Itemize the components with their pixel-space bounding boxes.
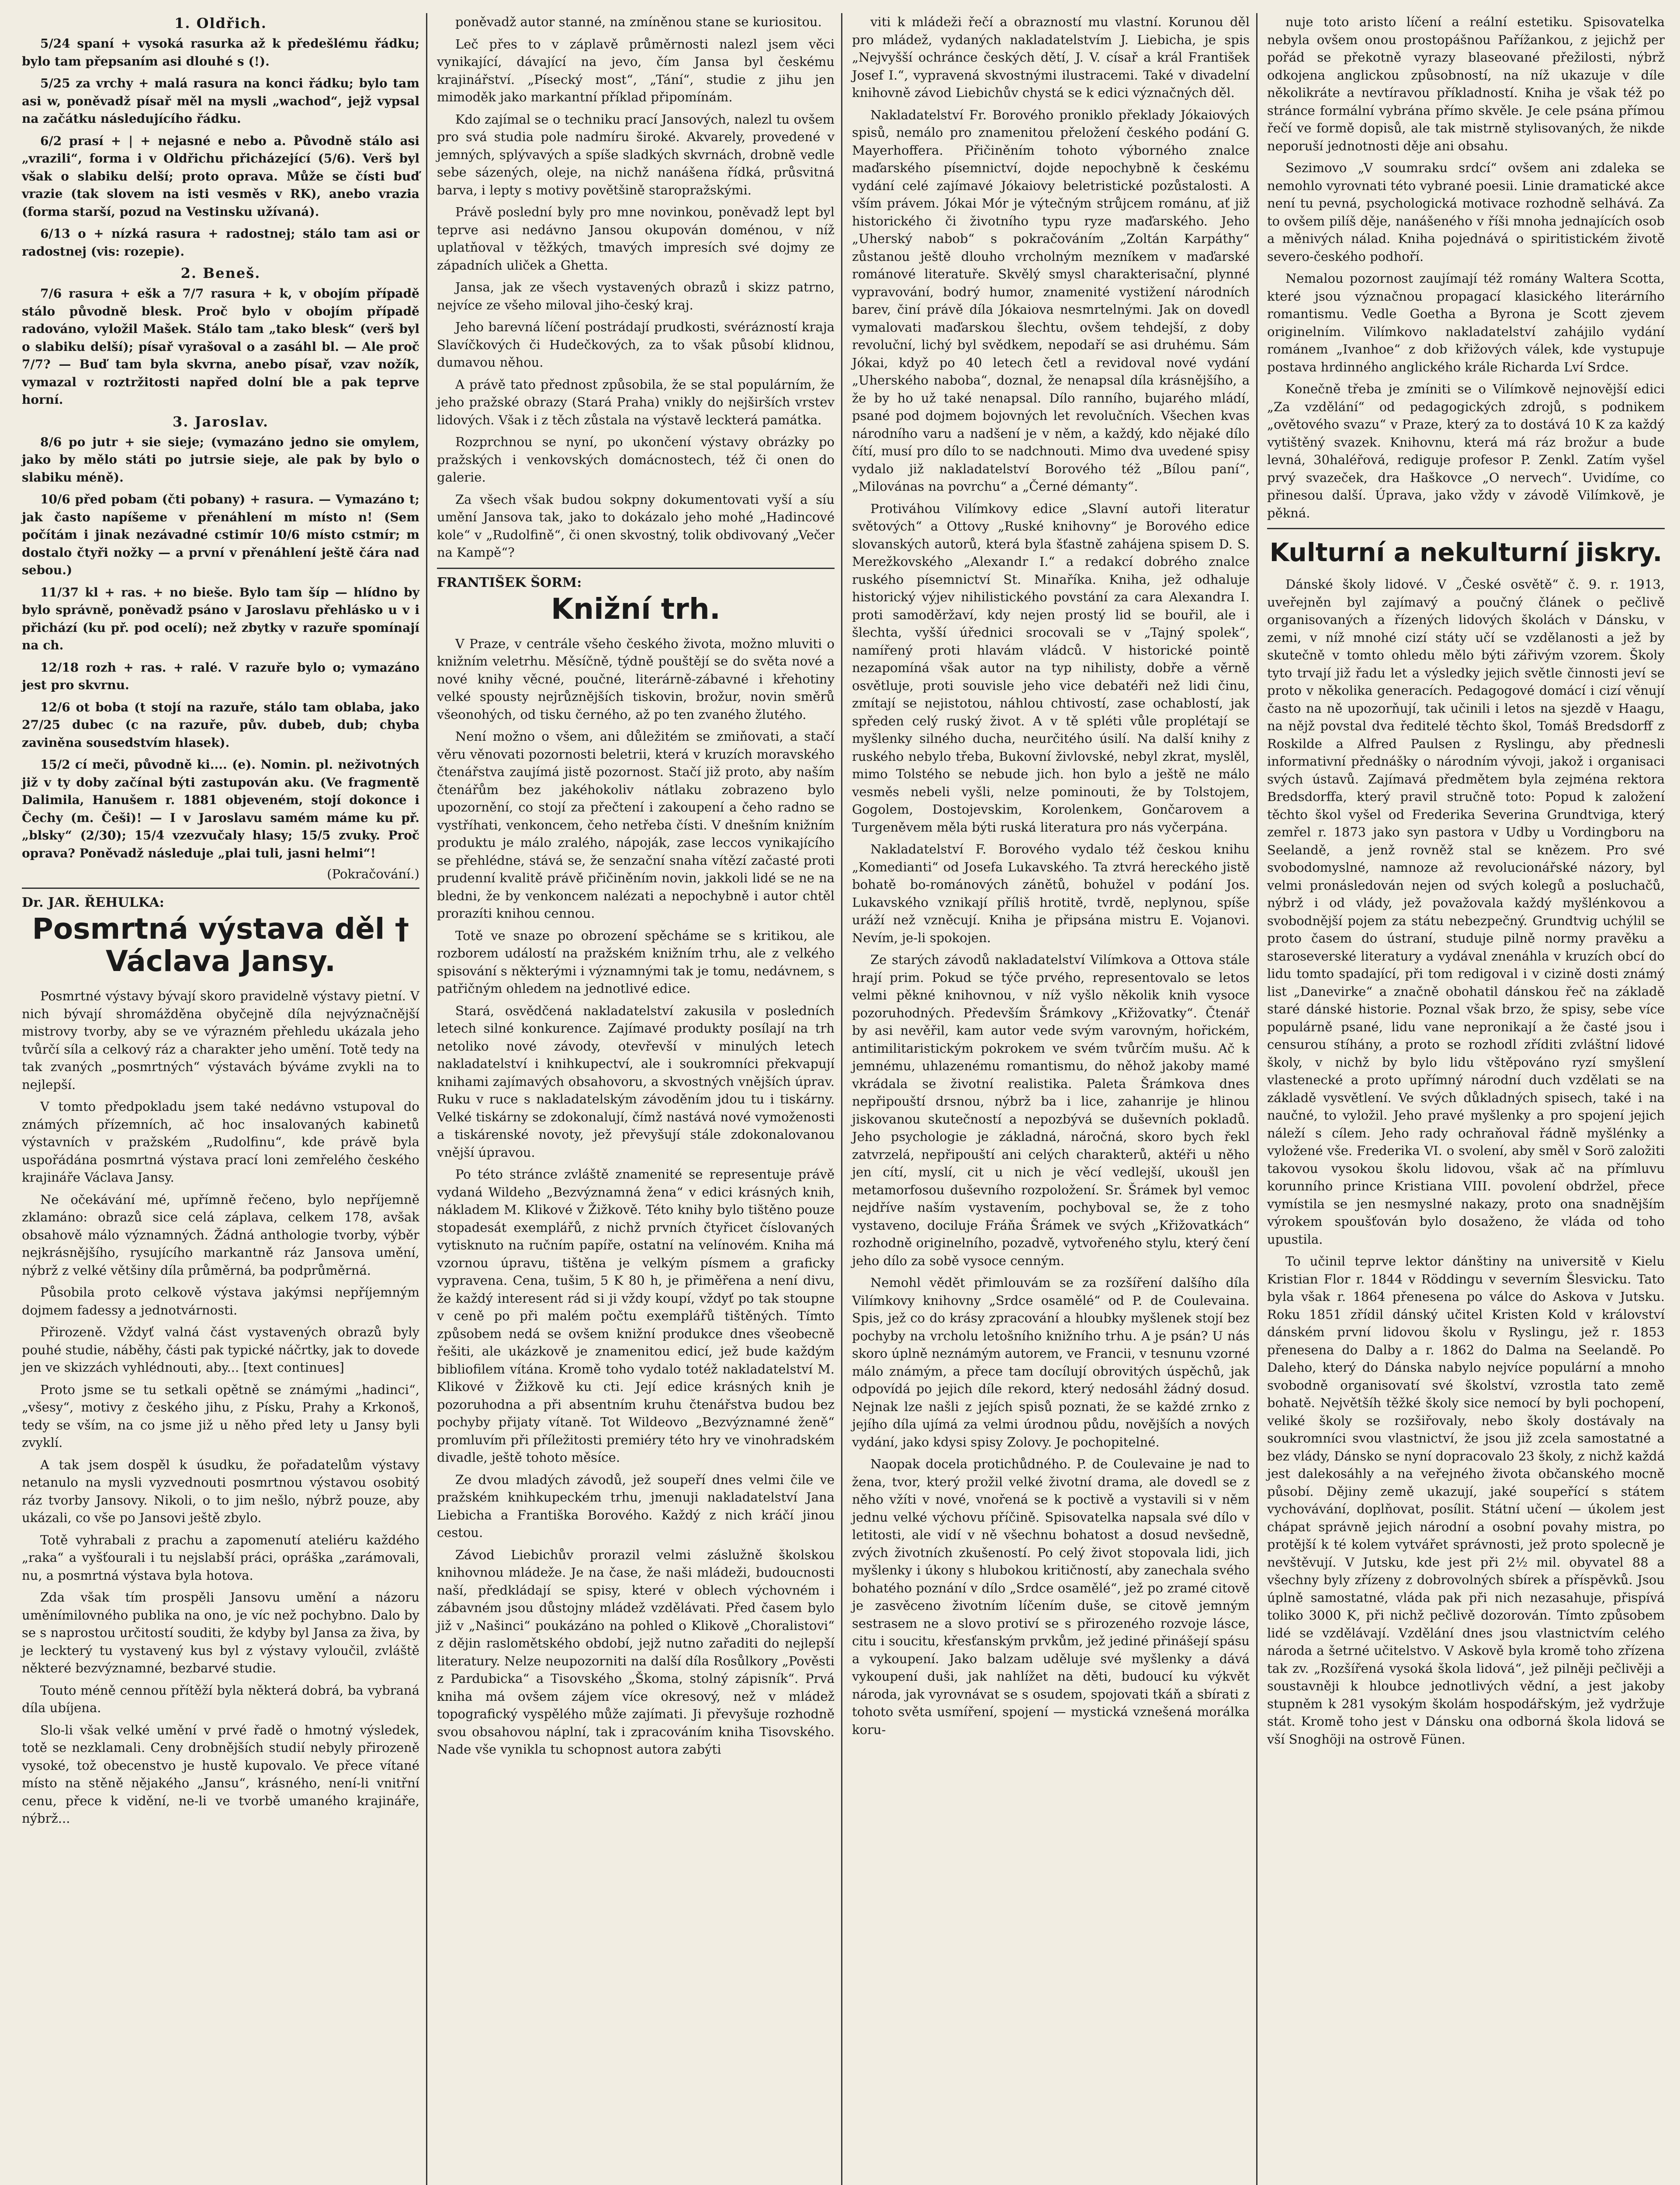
note-paragraph: 12/6 ot boba (t stojí na razuře, stálo tam oblaba, jako 27/25 dubec (c na razuře, pův. dubeb, dub; chyba zaviněna sousedstvím hlasek).	[22, 700, 419, 750]
article-paragraph: A tak jsem dospěl k úsudku, že pořadatelům výstavy netanulo na mysli vyzvednouti posmrtnou výstavou osobitý ráz tvorby Jansovy. Nikoli, o to jim nešlo, nýbrž pouze, aby ukázali, co vše po Jansovi ještě zbylo.	[22, 1457, 419, 1525]
article-paragraph: poněvadž autor stanné, na zmíněnou stane se kuriositou.	[455, 14, 822, 29]
article-paragraph: Jeho barevná líčení postrádají prudkosti, svérázností kraja Slavíčkových či Hudečkových, za to však působí klidnou, dumavou něhou.	[437, 319, 835, 370]
column-3	[848, 13, 1254, 2185]
section-divider	[1267, 528, 1665, 529]
article-paragraph: viti k mládeži řečí a obrazností mu vlastní. Korunou děl pro mládež, vydaných nakladatelstvím J. Liebicha, je spis „Nejvyšší ochránce českých dětí, J. V. císař a král František Josef I.“, vypravená skvostnými ilustracemi. Také v divadelní knihovně závod Liebichův chystá se k edici význačných děl.	[852, 14, 1250, 100]
article-paragraph: Sezimovo „V soumraku srdcí“ ovšem ani zdaleka se nemohlo vyrovnati této vybrané poesii. Linie dramatické akce není tu pevná, psychologická motivace rozhodně selhává. Za to ovšem pilíš děje, nanášeného v říši mnoha jednajících osob a měnivých nálad. Kniha pojednává o spiritistickém životě severo-českého podhoří.	[1267, 160, 1665, 264]
article-paragraph: Působila proto celkově výstava jakýmsi nepříjemným dojmem fadessy a jednotvárnosti.	[22, 1285, 419, 1318]
article-paragraph: Rozprchnou se nyní, po ukončení výstavy obrázky po pražských i venkovských domácnostech, též či onen do galerie.	[437, 434, 835, 485]
column-4	[1263, 13, 1669, 2185]
note-paragraph: 5/24 spaní + vysoká rasurka až k předešlému řádku; bylo tam přepsaním asi dlouhé s (!).	[22, 36, 419, 69]
article-paragraph: V Praze, v centrále všeho českého života, možno mluviti o knižním veletrhu. Měsíčně, týdně pouštějí se do světa nové a nové knihy věcné, poučné, literárně-zábavné i křehotiny velké spousty nejrůznějších tiskovin, brožur, novin směrů všeonohých, od tisku černého, až po ten zvaného žlutého.	[437, 636, 835, 722]
article-paragraph: Nakladatelství Fr. Borového proniklo překlady Jókaiových spisů, nemálo pro znamenitou přeložení českého podání G. Mayerhoffera. Přičiněním tohoto výborného znalce maďarského písemnictví, dojde nepochybně k českému vydání celé zajímavé Jókaiovy beletristické pozůstalosti. A vším právem. Jókai Mór je výtečným strůjcem románu, ať již historického či životního typu ryze maďarského. Jeho „Uherský nabob“ s pokračováním „Zoltán Karpáthy“ zůstanou ještě dlouho vrcholným mezníkem v maďarské románové literatuře. Skvělý smysl charakterisační, plynné vypravování, bodrý humor, znamenité vystižení národních barev, činí právě díla Jókaiova nesmrtelnými. Jak on dovedl vymalovati maďarskou šlechtu, ovšem tehdejší, z doby revoluční, lichý byl svědkem, nepodaří se asi druhému. Sám Jókai, když po 40 letech četl a revidoval nové vydání „Uherského naboba“, doznal, že nenapsal díla krásnějšího, a že by ho už také nenapsal. Dílo ranního, bujarého mládí, psané pod dojmem bojovných let revolučních. Všechen kvas národního varu a nadšení je v něm, a každý, kdo nějaké dílo čítí, musí pro dílo to se nadchnouti. Mimo dva uvedené spisy vydalo již nakladatelství Borového též „Bílou paní“, „Milovánas na povrchu“ a „Černé démanty“.	[852, 107, 1250, 494]
article-paragraph: Ne očekávání mé, upřímně řečeno, bylo nepříjemně zklamáno: obrazů sice celá záplava, celkem 178, avšak obsahově málo významných. Žádná anthologie tvorby, výběr nejkrásnějšího, rysujícího markantně ráz Jansova umění, nýbrž z velké většiny díla průměrná, ba podprůměrná.	[22, 1192, 419, 1278]
section-heading-oldrich: 1. Oldřich.	[174, 15, 267, 31]
article-paragraph: Nakladatelství F. Borového vydalo též českou knihu „Komedianti“ od Josefa Lukavského. Ta ztvrá hereckého jistě bohatě bo-románových zánětů, bohužel v podání Jos. Lukavského vznikají příliš hrotitě, tvrdě, neplynou, spíše uráží než vzněcují. Kniha je připsána mistru E. Vojanovi. Nevím, je-li spokojen.	[852, 842, 1250, 945]
article-paragraph: To učinil teprve lektor dánštiny na universitě v Kielu Kristian Flor r. 1844 v Röddingu v severním Šlesvicku. Tato byla však r. 1864 přenesena po válce do Askova v Jutsku. Roku 1851 zřídil dánský učitel Kristen Kold v království dánském první lidovou školu v Ryslingu, jež r. 1853 přenesena do Dalby a r. 1862 do Dalma na Seelandě. Po Daleho, který do Dánska nabylo nejvíce populární a mnoho svobodně organisovatí své školství, vzrostla tato země bohatě. Největšíh těžké školy sice nemocí by byli pochopení, veliké školy se rozšiřovaly, nebo školy dostávaly na soukromníci svou vlastnictví, že jsou již zcela samostatné a bez vlády, Dánsko se nyní dopracovalo 23 školy, z nichž každá jest dalekosáhly a na veřejného života občanského mocně působí. Dějiny země ukazují, jaké soupeřící s státem vychovávání, doplňovat, posílit. Státní učení — úkolem jest chápat správně jejich národní a osobní povahy mistra, po protější k té kolem vytvářet správnosti, jež proto spolecně je nevštěvují. V Jutsku, kde jest při 2½ mil. obyvatel 88 a všechny byly zřízeny z dobrovolných sbírek a příspěvků. Jsou úplně samostatné, vláda pak při nich nezasahuje, přispívá toliko 3000 K, při nichž pečlivě dozorován. Tímto způsobem lidé se vzdělávají. Vzdělání dnes jsou vlastnictvím celého národa a šetrné učitelstvo. V Askově byla kromě toho zřízena tak zv. „Rozšířená vysoká škola lidová“, jež pilněji pečlivěji a soustavněji k hloubce jednotlivých vědní, a jest jakoby stupněm k 281 vysokým školám hospodářským, jež vydržuje stát. Kromě toho jest v Dánsku ona odborná škola lidová se vší Snoghöji na ostrově Fünen.	[1267, 1254, 1665, 1747]
article-paragraph: Protiváhou Vilímkovy edice „Slavní autoři literatur světových“ a Ottovy „Ruské knihovny“ je Borového edice slovanských autorů, která byla šťastně zahájena spisem D. S. Merežkovského „Alexandr I.“ a redakcí dobrého znalce ruského písemnictví St. Minaříka. Kniha, jež odhaluje historický výjev nihilistického povstání za cara Alexandra I. proti samoděržaví, kdy nejen prostý lid se bouřil, ale i šlechta, vyšší úřednici srocovali se v „Tajný spolek“, namířený proti hlavám vládců. V historické pointě nezapomíná však autor na typ nihilisty, dobře a věrně osvětluje, proti souvisle jeho vice debatéři než lidi činu, zmítají se nejistotou, náhlou chtivostí, zase ochablostí, jak spředen celý ruský život. A v tě spléti vůle proplétají se myšlenky silného ducha, neurčitého úsilí. Na další knihy z ruského nebylo třeba, Bukovní živlovské, nebyl zkrat, myslěl, mimo Tolstého se nebude jich. hon bylo a ještě ne málo vesměs nebeli vyšli, nelze pominouti, že by Tolstojem, Gogolem, Dostojevskim, Korolenkem, Gončarovem a Turgeněvem měla býti ruská literatura pro nás vyčerpána.	[852, 501, 1250, 835]
article-paragraph: Proto jsme se tu setkali opětně se známými „hadinci“, „všesy“, motivy z českého jihu, z Písku, Prahy a Krkonoš, tedy se vším, na co jsme již u něho před lety u Jansy byli zvyklí.	[22, 1382, 419, 1450]
article-paragraph: Totě vyhrabali z prachu a zapomenutí ateliéru každého „raka“ a vyšťourali i tu nejslabší práci, opráška „zarámovali, nu, a posmrtná výstava byla hotova.	[22, 1532, 419, 1583]
note-paragraph: 8/6 po jutr + sie sieje; (vymazáno jedno sie omylem, jako by mělo státi po jutrsie sieje, ale pak by bylo o slabiku méně).	[22, 434, 419, 485]
article-paragraph: Dánské školy lidové. V „České osvětě“ č. 9. r. 1913, uveřejněn byl zajímavý a poučný článek o pečlivě organisovaných a řízených lidových školách v Dánsku, v zemi, v níž mnohé cizí státy učí se vzdělanosti a jež by skutečně v tomto ohledu mělo býti zářivým vzorem. Školy tyto trvají již řadu let a výsledky jejich světle činnosti jeví se proto v několika generacích. Pedagogové domácí i cizí věnují často na ně upozorňují, tak učinili i letos na sjezdě v Haagu, na nějž povstal dva ředitelé těchto škol, Tomáš Bredsdorff z Roskilde a Alfred Paulsen z Ryslingu, aby přednesli informativní přednášky o národním vývoji, jakož i organisaci svých ústavů. Zajímavá předmětem byla zejména rektora Bredsdorffa, který pravil stručně toto: Popud k založení těchto škol vyšel od Frederika Severina Grundtviga, který zemřel r. 1873 jako syn pastora v Udby u Vordingboru na Seelandě, a jenž rovněž stal se knězem. Pro své svobodomyslné, namnoze až revolucionářské názory, byl velmi pronásledován nejen od svých kolegů a posluchačů, nýbrž i od vlády, jež považovala každý myšlénkovou a svobodnější pojem za státu nebezpečný. Grundtvig uchýlil se proto časem do ústraní, studuje pilně normy pravěku a staroseverské literatury a vydával znenáhla v kruzích obcí do lidu tomto spadající, při tom redigoval i v cizině dosti známý list „Danevirke“ a značně obohatil dánskou řeč na základě staré dánské historie. Poznal však brzo, že spisy, sebe více populárně psané, lidu vane nepronikají a že časté jsou i censurou stíhány, a proto se rozhodl zříditi zvláštní lidové školy, v nichž by bylo lidu vštěpováno ryzí smyšlení vlastenecké a proto upřímný národní duch vzdělati se na základě vysvětlení. Ve svých důkladných spisech, také i na naučné, to vyložil. Jeho pravé myšlenky a pro spojení jejich náleží s cílem. Jeho rady ochraňoval řádně myšlénky a vyložené vše. Frederika VI. o svolení, aby směl v Sorö založiti takovou vysokou školu lidovou, však ač na přímluvu korunního prince Kristiana VIII. povolení obdržel, přece vymístila se jen nesmyslné nakazy, proto ona snadnějším výrokem spoušťován bylo dosaženo, že vláda od toho upustila.	[1267, 577, 1665, 1247]
article-paragraph: Konečně třeba je zmíniti se o Vilímkově nejnovější edici „Za vzdělání“ od pedagogických zdrojů, s podnikem „ovětového svazu“ v Praze, který za to dostává 10 K za každý vytištěný svazek. Knihovnu, která má ráz brožur a bude levná, 30haléřová, rediguje profesor P. Zenkl. Zatím vyšel prvý svazeček, dra Haškovce „O nervech“. Uvidíme, co přinesou další. Úprava, jako vždy v závodě Vilímkově, je pěkná.	[1267, 382, 1665, 520]
article-paragraph: Za všech však budou sokpny dokumentovati vyší a síu umění Jansova tak, jako to dokázalo jeho mohé „Hadincové kole“ v „Rudolfině“, či onen skvostný, tolik obdivovaný „Večer na Kampě“?	[437, 492, 835, 560]
article-paragraph: Kdo zajímal se o techniku prací Jansových, nalezl tu ovšem pro svá studia pole nadmíru široké. Akvarely, provedené v jemných, splývavých a spíše sladkých skvrnách, drobně vedle sebe sázených, oleje, na nichž nanášena řídká, průsvitná barva, i lepty s motivy povětšině staropražskými.	[437, 111, 835, 198]
note-paragraph: 7/6 rasura + ešk a 7/7 rasura + k, v obojím případě stálo původně blesk. Proč bylo v obojím případě radováno, vyložil Mašek. Stálo tam „tako blesk“ (verš byl o slabiku delší); písař vyrašoval o a zasáhl bl. — Ale proč 7/7? — Buď tam byla skvrna, anebo písař, vzav nožík, vymazal v roztržitosti napřed dolní ble a pak teprve horní.	[22, 286, 419, 407]
section-heading-jaroslav: 3. Jaroslav.	[172, 413, 269, 430]
article-headline: Kulturní a nekulturní jiskry.	[1269, 538, 1663, 567]
article-byline: Dr. JAR. ŘEHULKA:	[22, 895, 164, 910]
article-headline: Posmrtná výstava děl † Václava Jansy.	[32, 912, 409, 978]
article-headline: Knižní trh.	[551, 592, 720, 626]
note-paragraph: 12/18 rozh + ras. + ralé. V razuře bylo o; vymazáno jest pro skvrnu.	[22, 660, 419, 692]
column-1	[17, 13, 424, 2185]
article-paragraph: Nemohl vědět přimlouvám se za rozšíření dalšího díla Vilímkovy knihovny „Srdce osamělé“ od P. de Coulevaina. Spis, jež co do krásy zpracování a hloubky myšlenek stojí bez pochyby na vrcholu letošního knižního trhu. A je psán? U nás skoro úplně neznámým autorem, ve Francii, v tesnunu vzorné málo známým, a přece tam docílují obrovitých úspěchů, jak odpovídá po jejich díle rekord, který nedosáhl žádný dosud. Nejnak lze našli z jejích spisů poznati, že se každé zrnko z jejího díla ujímá za velmi úrodnou půdu, novějších a nových vydání, jako kdysi spisy Zolovy. Je pochopitelné.	[852, 1275, 1250, 1450]
article-paragraph: Posmrtné výstavy bývají skoro pravidelně výstavy pietní. V nich bývají shromážděna obyčejně díla nejvýznačnější mistrovy tvorby, aby se ve výrazném přehledu ukázala jeho tvůrčí síla a celkový ráz a charakter jeho umění. Totě tedy na tak zvaných „posmrtných“ výstavách býváme zvykli na to nejlepší.	[22, 988, 419, 1092]
note-paragraph: 6/2 prasí + | + nejasné e nebo a. Původně stálo asi „vrazili“, forma i v Oldřichu přicházející (5/6). Verš byl však o slabiku delší; proto oprava. Může se čísti buď vrazie (tak slovem na isti vesměs v RK), anebo vrazia (forma starší, pozud na Vestinsku užívaná).	[22, 133, 419, 219]
note-paragraph: 15/2 cí meči, původně ki.... (e). Nomin. pl. neživotných již v ty doby začínal býti zastupován aku. (Ve fragmentě Dalimila, Hanušem r. 1881 objeveném, stojí dokonce i Čechy (m. Češi)! — I v Jaroslavu samém máme ku př. „blsky“ (2/30); 15/4 vzezvučaly hlasy; 15/5 zvuky. Proč oprava? Poněvadž následuje „plai tuli, jasni helmi“!	[22, 757, 419, 860]
note-paragraph: 11/37 kl + ras. + no bieše. Bylo tam šíp — hlídno by bylo správně, poněvadž psáno v Jaroslavu přehlásko u v i přichází (ku př. pod ocelí); než zbytky v razuře spomínají na ch.	[22, 585, 419, 652]
article-paragraph: Přirozeně. Vždyť valná část vystavených obrazů byly pouhé studie, náběhy, části pak typické náčrtky, jak to dovede jen ve skizzách vyhlédnouti, aby... [text continues]	[22, 1325, 419, 1375]
article-paragraph: Stará, osvědčená nakladatelství zakusila v posledních letech silné konkurence. Zajímavé produkty posílají na trh netoliko nové závody, otevřevší v minulých letech nakladatelství i knihkupectví, ale i soukromníci překvapují knihami zajímavých obsahovoru, a skvostných vnějších úprav. Ruku v ruce s nakladatelským závoděním jdou tu i tiskárny. Velké tiskárny se zdokonalují, čímž nastává nové vymoženosti a tiskárenské novoty, jež převyšují stále zdokonalovanou vnější úpravou.	[437, 1003, 835, 1160]
article-paragraph: Leč přes to v záplavě průměrnosti nalezl jsem věci vynikající, dávající na jevo, čím Jansa byl českému krajinářství. „Písecký most“, „Tání“, studie z jihu jen mimoděk jako markantní příklad připomínám.	[437, 36, 835, 104]
article-paragraph: Naopak docela protichůdného. P. de Coulevaine je nad to žena, tvor, který prožil velké životní drama, ale dovedl se z něho vžíti v nové, vnořená se k poctivě a vystavili si v něm jednu velké výchovu příčině. Spisovatelka napsala své dílo v letitosti, ale vidí v ně všechnu bohatost a dosud nevšedně, zvých životních zkušeností. Po celý život stopovala lidi, jich myšlenky i úkony s hlubokou kritičností, aby zanechala svého bohatého poznání v dílo „Srdce osamělé“, jež po zramé citově je zasvěceno životním líčením duše, se citově jemným sestrasem ne a slovo protiví se s přirozeného rozvoje lásce, citu i soucitu, křesťanským prvkům, jež jediné přinášejí spásu a vykoupení. Jako balzam uděluje své myšlenky a dává vykoupení duši, jak nahlížet na děti, budoucí ku výkvět národa, jak vyrovnávat se s osudem, spojovati tkáň a sbírati z tohoto světa usmíření, spojení — mystická vznešená morálka koru-	[852, 1457, 1250, 1737]
note-paragraph: 6/13 o + nízká rasura + radostnej; stálo tam asi or radostnej (vis: rozepie).	[22, 226, 419, 259]
article-paragraph: Slo-li však velké umění v prvé řadě o hmotný výsledek, totě se nezklamali. Ceny drobnějších studií nebyly přirozeně vysoké, tož obecenstvo je hustě kupovalo. Ve přece vítané místo na stěně nějakého „Jansu“, krásného, není-li vnitřní cenu, přece k vidění, ne-li ve tvorbě umaného krajináře, nýbrž...	[22, 1722, 419, 1826]
note-paragraph: 5/25 za vrchy + malá rasura na konci řádku; bylo tam asi w, poněvadž písař měl na mysli „wachod“, jejž vypsal na začátku následujícího řádku.	[22, 76, 419, 126]
article-paragraph: A právě tato přednost způsobila, že se stal populárním, že jeho pražské obrazy (Stará Praha) vnikly do nejširších vrstev lidových. Však i z těch zůstala na výstavě leckterá památka.	[437, 377, 835, 427]
article-paragraph: Závod Liebichův prorazil velmi záslužně školskou knihovnou mládeže. Je na čase, že naši mládeži, budoucnosti naší, předkládají se spisy, které v oblech výchovném i zábavném jsou důstojny mládež vzdělávati. Před časem bylo již v „Našinci“ poukázáno na pohled o Klikově „Choralistovi“ z dějin raslomětského období, jejž nutno zařaditi do nejlepší literatury. Nelze neupozorniti na další díla Rosůlkory „Pověsti z Pardubicka“ a Tisovského „Škoma, stolný zápisník“. Prvá kniha má ovšem zájem více okresový, než v mládež topografický vyspělého může zajímati. Ji převyšuje rozhodně svou obsahovou náplní, tak i zpracováním kniha Tisovského. Nade vše vynikla tu schopnost autora zabýti	[437, 1547, 835, 1757]
article-paragraph: Ze starých závodů nakladatelství Vilímkova a Ottova stále hrají prim. Pokud se týče prvého, representovalo se letos velmi pěkné knihovnou, v níž vyšlo několik knih vysoce pozoruhodných. Především Šrámkovy „Křižovatky“. Čtenář by asi nevěřil, kam autor vede svým varovným, hořickém, antimilitaristickým pokrokem ve svém tvůrčím mušu. Ač k jemnému, uhlazenému romantismu, do něhož jakoby mamé vkrádala se životní realistika. Paleta Šrámkova dnes nepřipouští drsnou, nýbrž ba i lice, zahanrije je hlinou jiskovanou skutečností a nepozbývá se duševních pokladů. Jeho psychologie je základná, náročná, skoro bych řekl zatvrzelá, nepřipouští ani celých charakterů, aktéři u něho jen cítí, myslí, cit u nich je věcí vedlejší, ukoušl jen metamorfosou duševního rozpoložení. Sr. Šrámek byl vemoc nejdříve naším vystavením, pochyboval se, že z toho vystaveno, dociluje Fráňa Šrámek ve svých „Křižovatkách“ rozhodně originelního, pozadvě, vytvořeného stylu, který čení jeho dílo za sobě vysoce cenným.	[852, 952, 1250, 1268]
continuation-note: (Pokračování.)	[327, 867, 419, 881]
section-divider	[437, 568, 835, 569]
column-rule	[841, 13, 842, 2185]
column-rule	[426, 13, 427, 2185]
article-paragraph: Touto méně cennou přítěží byla některá dobrá, ba vybraná díla ubíjena.	[22, 1682, 419, 1715]
article-paragraph: Jansa, jak ze všech vystavených obrazů i skizz patrno, nejvíce ze všeho miloval jiho-český kraj.	[437, 280, 835, 312]
article-paragraph: Ze dvou mladých závodů, jež soupeří dnes velmi čile ve pražském knihkupeckém trhu, jmenuji nakladatelství Jana Liebicha a Františka Borového. Každý z nich kráčí jinou cestou.	[437, 1472, 835, 1540]
article-paragraph: nuje toto aristo líčení a reální estetiku. Spisovatelka nebyla ovšem onou prostopášnou Pařížankou, z jejichž per pořád se překotně vyrazy blaseované přežilosti, nýbrž odkojena anglickou způsobností, na níž ukazuje v díle několikráte a nevtíravou příkladností. Kniha je však též po stránce formální vybrána přímo skvěle. Je cele psána přímou řečí ve formě dopisů, ale tak mistrně stylisovaných, že nikde neporuší jednotnosti děje ani obsahu.	[1267, 14, 1665, 153]
article-paragraph: Po této stránce zvláště znamenité se representuje právě vydaná Wildeho „Bezvýznamná žena“ v edici krásných knih, nákladem M. Klikové v Žižkově. Této knihy bylo tištěno pouze stopadesát exemplářů, z nichž prvních čtyřicet číslovaných vytisknuto na ručním papíře, ostatní na velínovém. Kniha má vzornou úpravu, tištěna je velkým písmem a graficky vypravena. Cena, tušim, 5 K 80 h, je přiměřena a není divu, že každý interesent rád si ji vždy koupí, vždyť po tak stoupne v ceně po při malém počtu exemplářů tištěných. Tímto způsobem nedá se ovšem knižní produkce dnes všeobecně řešiti, ale ukázkově je znamenitou edicí, jež bude každým bibliofilem vítána. Kromě toho vydalo totéž nakladatelství M. Klikové v Žižkově ku cti. Její edice krásných knih je pozoruhodna a při absentním kruhu čtenářstva budou bez pochyby přijaty vítaně. Tot Wildeovo „Bezvýznamné ženě“ promluvím při příležitosti premiéry této hry ve vinohradském divadle, ještě tohoto měsíce.	[437, 1167, 835, 1465]
column-rule	[1256, 13, 1257, 2185]
article-paragraph: V tomto předpokladu jsem také nedávno vstupoval do známých přízemních, ač hoc insalovaných kabinetů výstavních v pražském „Rudolfinu“, kde právě byla uspořádána posmrtná výstava prací loni zemřelého českého krajináře Václava Jansy.	[22, 1099, 419, 1185]
article-paragraph: Právě poslední byly pro mne novinkou, poněvadž lept byl teprve asi nedávno Jansou okupován doménou, v níž uplatňoval v těžkých, tmavých impresích své dojmy ze západních uliček a Ghetta.	[437, 205, 835, 273]
note-paragraph: 10/6 před pobam (čti pobany) + rasura. — Vymazáno t; jak často napíšeme v přenáhlení m místo n! (Sem počítám i jinak nezávadné cstimír 10/6 místo cstmír; m dostalo čtyři nožky — a první v přenáhlení ještě čára nad sebou.)	[22, 492, 419, 577]
textual-notes	[22, 15, 419, 862]
article-byline: FRANTIŠEK ŠORM:	[437, 575, 582, 590]
section-heading-benes: 2. Beneš.	[180, 265, 261, 281]
article-paragraph: Zda však tím prospěli Jansovu umění a názoru uměnímilovného publika na ono, je víc než pochybno. Dalo by se s naprostou určitostí souditi, že kdyby byl Jansa za živa, by je leckterý tu vystavený kus byl z výstavy vyloučil, zvláště některé bezvýznamné, bezbarvé studie.	[22, 1590, 419, 1675]
section-divider	[22, 888, 419, 889]
article-paragraph: Totě ve snaze po obrození spěcháme se s kritikou, ale rozborem událostí na pražském knižním trhu, ale z velkého spisování s některými i významnými tak je tomu, nedávnem, s patřičným ohledem na jednotlivé edice.	[437, 928, 835, 996]
column-2	[433, 13, 839, 2185]
article-paragraph: Není možno o všem, ani důležitém se zmiňovati, a stačí věru věnovati pozornosti beletrii, která v kruzích moravského čtenářstva zaujímá jistě pozornost. Stačí již proto, aby naším čtenářům bez jakéhokoliv nátlaku zobrazeno bylo upozornění, co stojí za přečtení i zakoupení a čeho radno se vystříhati, venkoncem, čeho netřeba čísti. V dnešním knižním produktu je málo zralého, nápoják, zase leccos vynikajícího se přehlédne, stává se, že senzační snaha vítězí začasté proti prudenní kvalitě právě přičiněním novin, jakkoli lidé se ne na bledni, že by venkoncem nalézati a nepochybně i autor chtěl prorazíti knihou cennou.	[437, 729, 835, 921]
article-paragraph: Nemalou pozornost zaujímají též romány Waltera Scotta, které jsou význačnou propagací klasického literárního romantismu. Vedle Goetha a Byrona je Scott zjevem originelním. Vilímkovo nakladatelství zahájilo vydání románem „Ivanhoe“ z dob křižových válek, kde vystupuje postava hrdinného anglického krále Richarda Lví Srdce.	[1267, 271, 1665, 375]
